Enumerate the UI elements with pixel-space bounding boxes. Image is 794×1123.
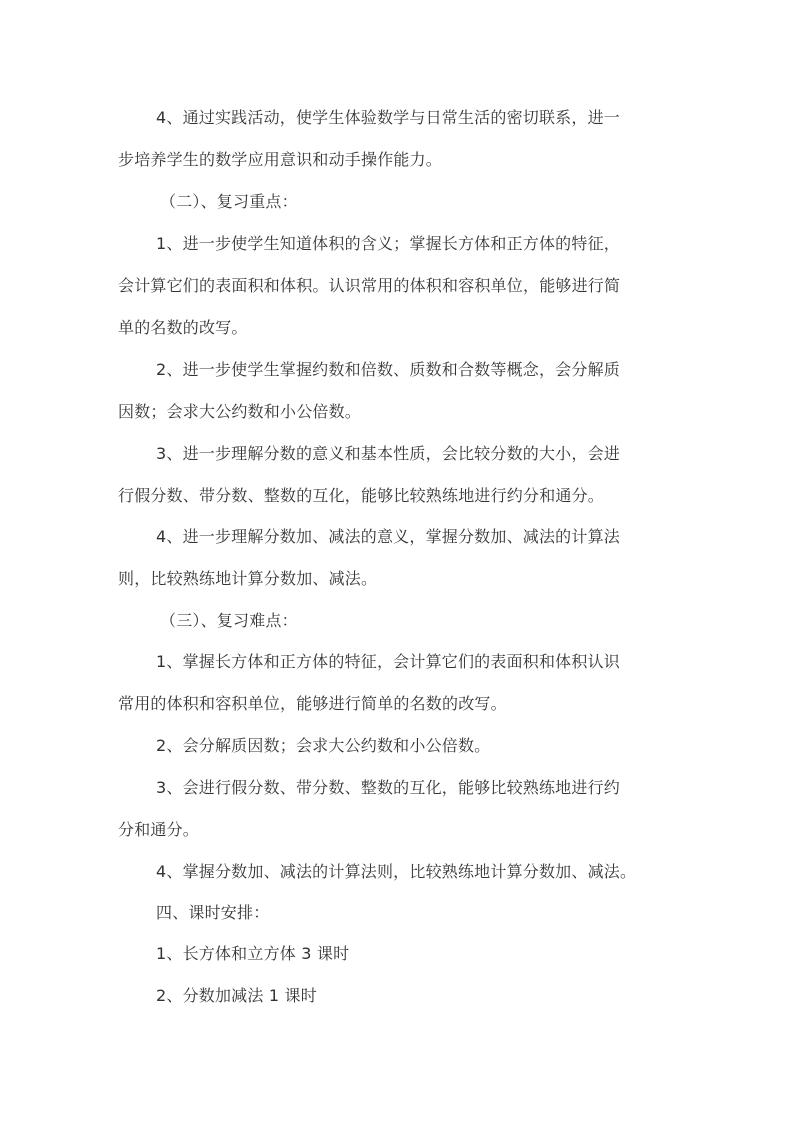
paragraph-line: 4、掌握分数加、减法的计算法则，比较熟练地计算分数加、减法。 bbox=[156, 862, 637, 881]
list-item: 1、长方体和立方体 3 课时 bbox=[156, 944, 350, 963]
paragraph-line: 2、会分解质因数；会求大公约数和小公倍数。 bbox=[156, 736, 491, 755]
section-heading: 四、课时安排： bbox=[156, 903, 270, 922]
paragraph-line: 步培养学生的数学应用意识和动手操作能力。 bbox=[118, 150, 443, 169]
paragraph-line: 单的名数的改写。 bbox=[118, 318, 248, 337]
paragraph-line: 3、进一步理解分数的意义和基本性质，会比较分数的大小，会进 bbox=[156, 444, 620, 463]
paragraph-line: 常用的体积和容积单位，能够进行简单的名数的改写。 bbox=[118, 694, 507, 713]
list-item: 2、分数加减法 1 课时 bbox=[156, 986, 317, 1005]
paragraph-line: 分和通分。 bbox=[118, 820, 200, 839]
paragraph-line: 3、会进行假分数、带分数、整数的互化，能够比较熟练地进行约 bbox=[156, 778, 620, 797]
paragraph-line: 行假分数、带分数、整数的互化，能够比较熟练地进行约分和通分。 bbox=[118, 486, 605, 505]
paragraph-line: 1、进一步使学生知道体积的含义；掌握长方体和正方体的特征， bbox=[156, 234, 620, 253]
paragraph-line: 1、掌握长方体和正方体的特征，会计算它们的表面积和体积认识 bbox=[156, 652, 620, 671]
paragraph-line: 会计算它们的表面积和体积。认识常用的体积和容积单位，能够进行简 bbox=[118, 276, 621, 295]
paragraph-line: 4、进一步理解分数加、减法的意义，掌握分数加、减法的计算法 bbox=[156, 527, 620, 546]
paragraph-line: 因数；会求大公约数和小公倍数。 bbox=[118, 402, 362, 421]
paragraph-line: 则，比较熟练地计算分数加、减法。 bbox=[118, 569, 378, 588]
section-heading: （二）、复习重点： bbox=[160, 192, 298, 211]
paragraph-line: 2、进一步使学生掌握约数和倍数、质数和合数等概念，会分解质 bbox=[156, 360, 620, 379]
section-heading: （三）、复习难点： bbox=[160, 611, 298, 630]
paragraph-line: 4、通过实践活动，使学生体验数学与日常生活的密切联系，进一 bbox=[156, 108, 620, 127]
